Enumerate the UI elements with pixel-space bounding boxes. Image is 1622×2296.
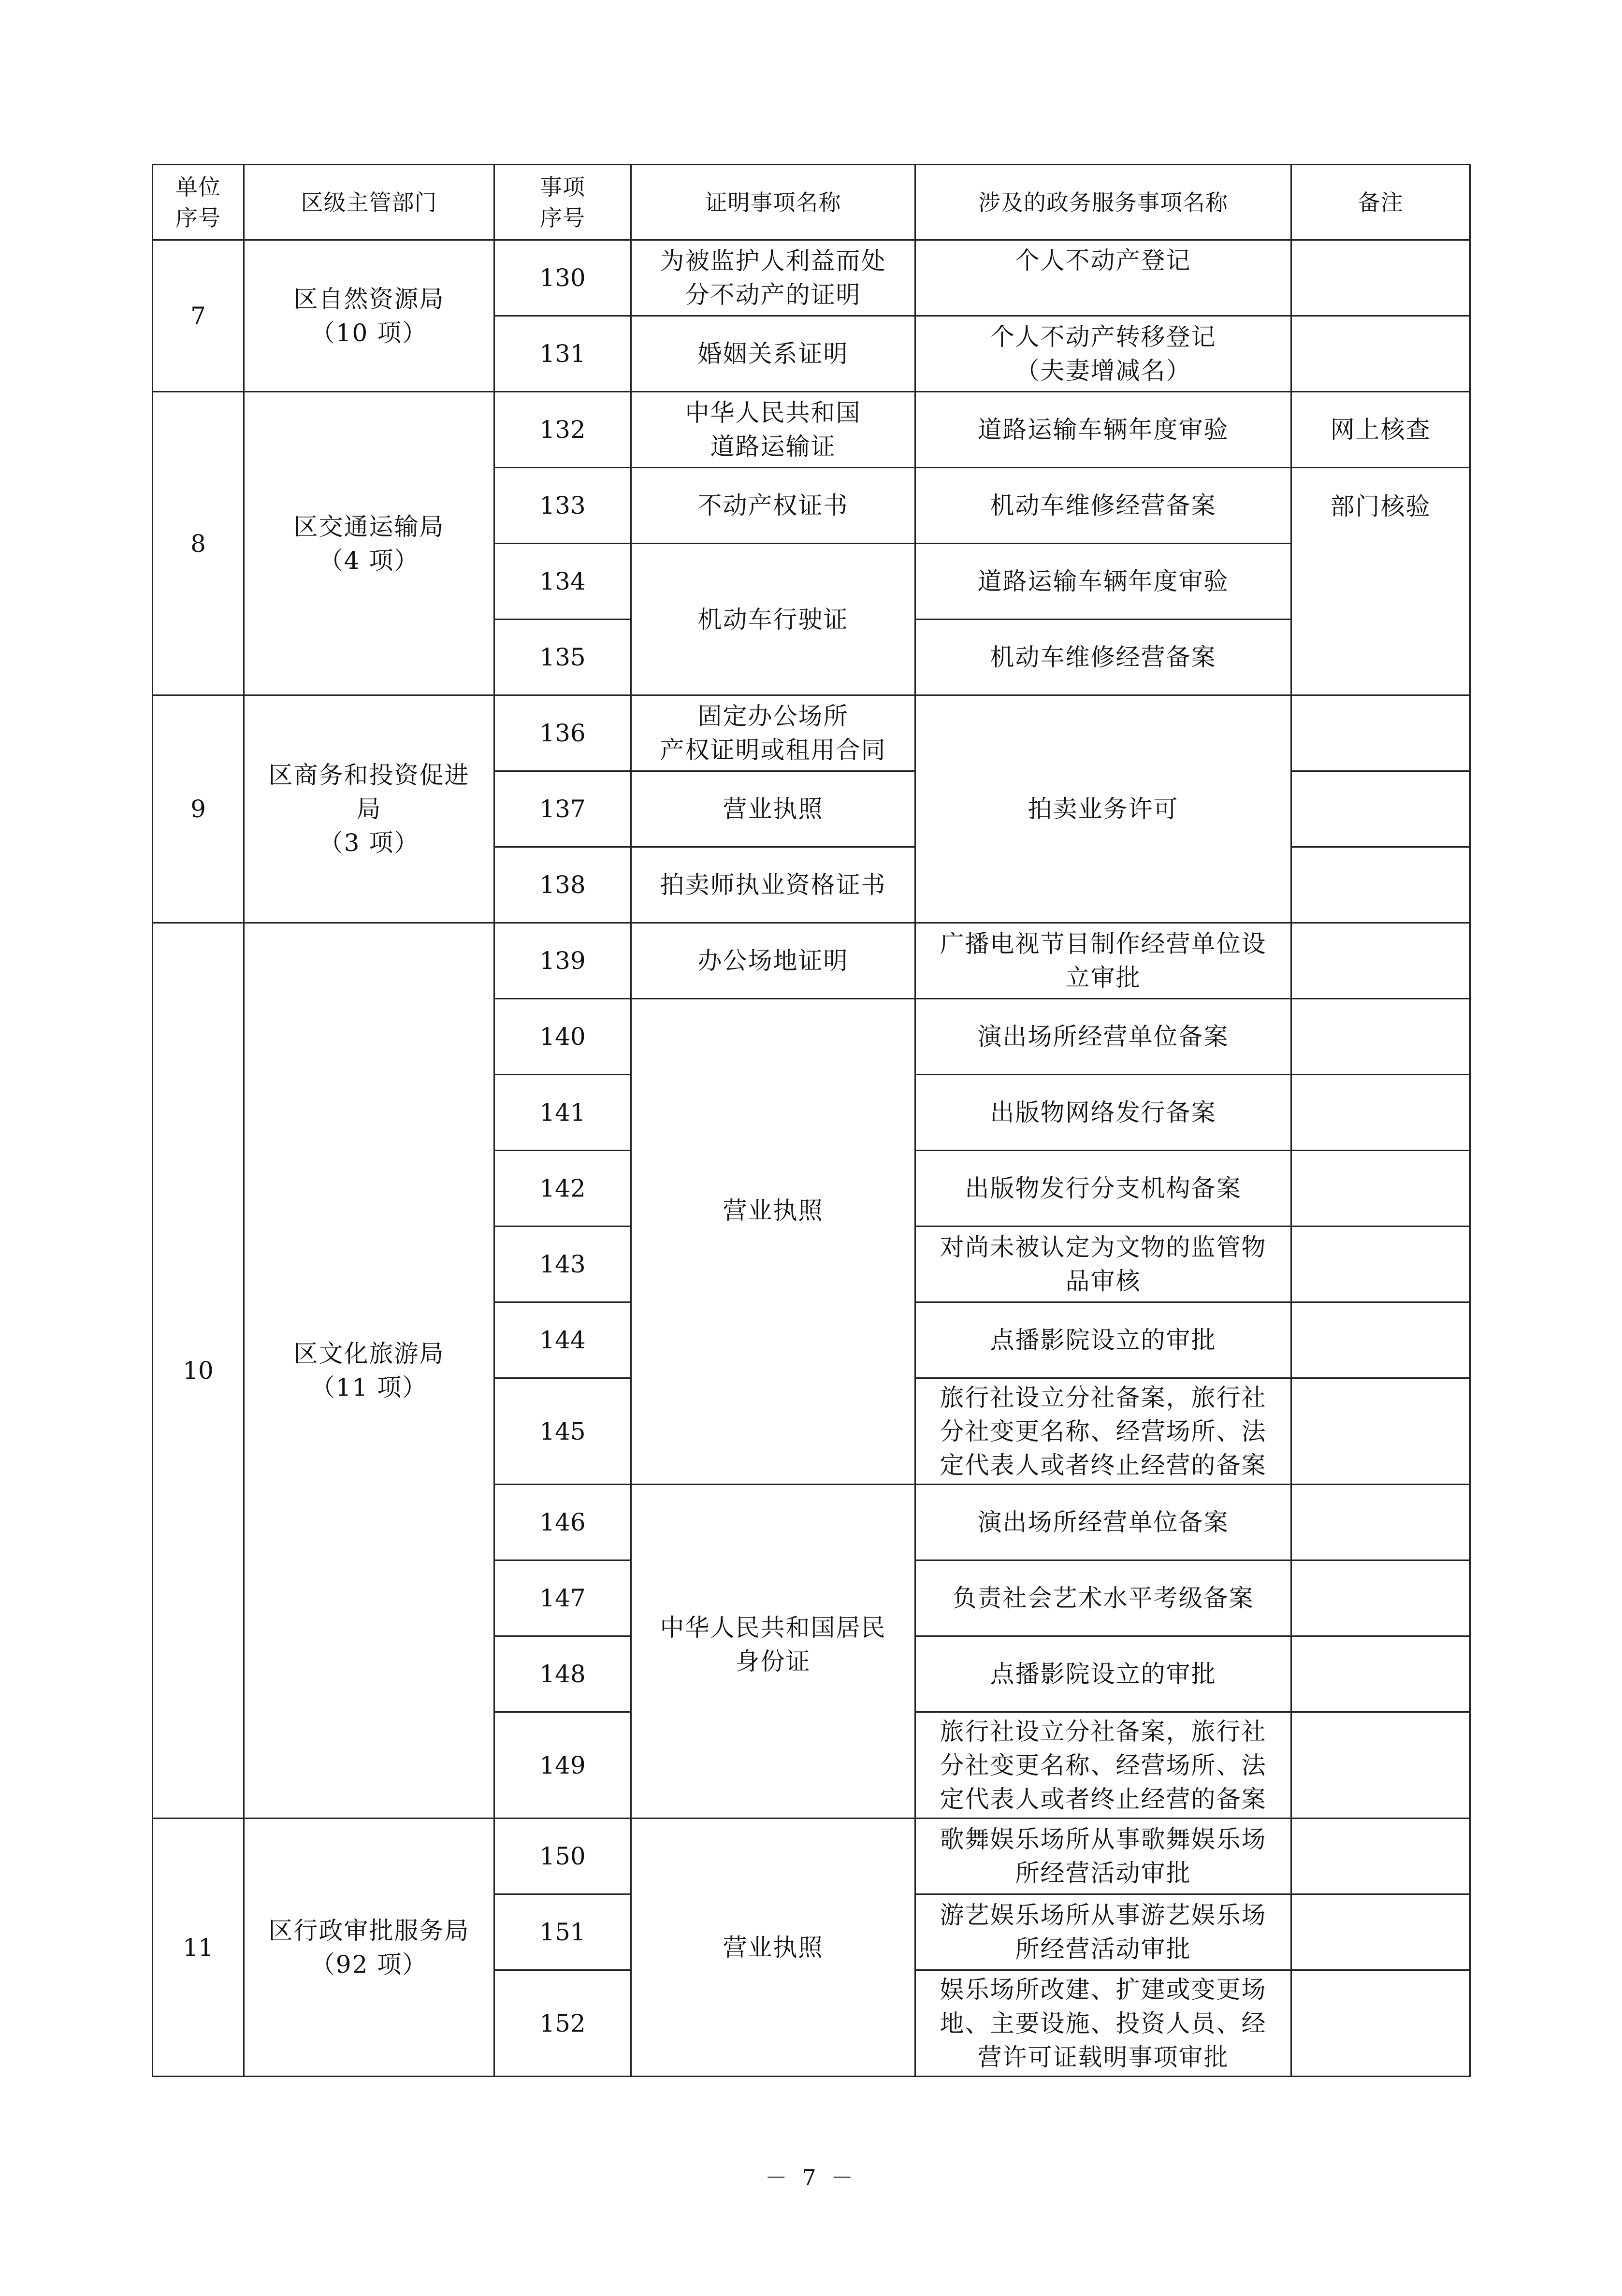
item-no: 141 (494, 1075, 631, 1151)
table-row (153, 695, 1470, 771)
service-name: 点播影院设立的审批 (915, 1636, 1291, 1712)
service-name: 演出场所经营单位备案 (915, 1485, 1291, 1560)
item-no: 143 (494, 1227, 631, 1302)
item-no: 133 (494, 468, 631, 544)
proof-name: 不动产权证书 (631, 468, 915, 544)
service-name: 广播电视节目制作经营单位设 立审批 (915, 923, 1291, 999)
service-name: 出版物发行分支机构备案 (915, 1151, 1291, 1227)
item-no: 144 (494, 1302, 631, 1378)
remark (1291, 771, 1470, 847)
header-department: 区级主管部门 (244, 165, 494, 240)
service-name: 道路运输车辆年度审验 (915, 392, 1291, 468)
item-no: 137 (494, 771, 631, 847)
remark (1291, 1227, 1470, 1302)
remark (1291, 1560, 1470, 1636)
remark (1291, 1970, 1470, 2077)
item-no: 150 (494, 1819, 631, 1894)
remark (1291, 240, 1470, 316)
department: 区自然资源局 （10 项） (244, 240, 494, 392)
department: 区交通运输局 （4 项） (244, 392, 494, 695)
header-service-name: 涉及的政务服务事项名称 (915, 165, 1291, 240)
proof-items-table (152, 164, 1471, 2077)
item-no: 146 (494, 1485, 631, 1560)
table-row (153, 240, 1470, 316)
proof-name: 机动车行驶证 (631, 544, 915, 695)
header-unit-no: 单位 序号 (153, 165, 244, 240)
service-name: 点播影院设立的审批 (915, 1302, 1291, 1378)
item-no: 145 (494, 1378, 631, 1485)
service-name: 机动车维修经营备案 (915, 620, 1291, 695)
service-name: 道路运输车辆年度审验 (915, 544, 1291, 620)
remark (1291, 1712, 1470, 1819)
remark (1291, 1378, 1470, 1485)
department: 区商务和投资促进 局 （3 项） (244, 695, 494, 923)
unit-no: 10 (153, 923, 244, 1819)
unit-no: 8 (153, 392, 244, 695)
proof-name: 为被监护人利益而处 分不动产的证明 (631, 240, 915, 316)
unit-no: 11 (153, 1819, 244, 2077)
service-name: 旅行社设立分社备案，旅行社 分社变更名称、经营场所、法 定代表人或者终止经营的备案 (915, 1378, 1291, 1485)
remark (1291, 1819, 1470, 1894)
service-name: 娱乐场所改建、扩建或变更场 地、主要设施、投资人员、经 营许可证载明事项审批 (915, 1970, 1291, 2077)
page-number: － 7 － (765, 2165, 857, 2191)
remark (1291, 1151, 1470, 1227)
service-name: 个人不动产登记 (915, 240, 1291, 316)
remark (1291, 1636, 1470, 1712)
remark (1291, 847, 1470, 923)
remark (1291, 695, 1470, 771)
remark (1291, 923, 1470, 999)
remark: 部门核验 (1291, 468, 1470, 695)
proof-name: 婚姻关系证明 (631, 316, 915, 392)
proof-name: 营业执照 (631, 999, 915, 1485)
proof-name: 拍卖师执业资格证书 (631, 847, 915, 923)
item-no: 134 (494, 544, 631, 620)
unit-no: 7 (153, 240, 244, 392)
service-name: 演出场所经营单位备案 (915, 999, 1291, 1075)
header-remark: 备注 (1291, 165, 1470, 240)
remark (1291, 1485, 1470, 1560)
header-proof-name: 证明事项名称 (631, 165, 915, 240)
table-row (153, 392, 1470, 468)
service-name: 负责社会艺术水平考级备案 (915, 1560, 1291, 1636)
remark (1291, 1894, 1470, 1970)
remark (1291, 999, 1470, 1075)
service-name: 拍卖业务许可 (915, 695, 1291, 923)
item-no: 151 (494, 1894, 631, 1970)
table-header-row (153, 165, 1470, 240)
item-no: 149 (494, 1712, 631, 1819)
item-no: 131 (494, 316, 631, 392)
item-no: 138 (494, 847, 631, 923)
remark (1291, 1302, 1470, 1378)
item-no: 139 (494, 923, 631, 999)
remark: 网上核查 (1291, 392, 1470, 468)
proof-name: 中华人民共和国居民 身份证 (631, 1485, 915, 1819)
proof-name: 营业执照 (631, 771, 915, 847)
proof-name: 营业执照 (631, 1819, 915, 2077)
service-name: 个人不动产转移登记 （夫妻增减名） (915, 316, 1291, 392)
proof-name: 固定办公场所 产权证明或租用合同 (631, 695, 915, 771)
item-no: 152 (494, 1970, 631, 2077)
item-no: 142 (494, 1151, 631, 1227)
department: 区文化旅游局 （11 项） (244, 923, 494, 1819)
item-no: 136 (494, 695, 631, 771)
item-no: 130 (494, 240, 631, 316)
item-no: 140 (494, 999, 631, 1075)
proof-name: 中华人民共和国 道路运输证 (631, 392, 915, 468)
item-no: 147 (494, 1560, 631, 1636)
service-name: 游艺娱乐场所从事游艺娱乐场 所经营活动审批 (915, 1894, 1291, 1970)
service-name: 机动车维修经营备案 (915, 468, 1291, 544)
service-name: 旅行社设立分社备案，旅行社 分社变更名称、经营场所、法 定代表人或者终止经营的备案 (915, 1712, 1291, 1819)
unit-no: 9 (153, 695, 244, 923)
table-row (153, 1819, 1470, 1894)
service-name: 出版物网络发行备案 (915, 1075, 1291, 1151)
header-item-no: 事项 序号 (494, 165, 631, 240)
item-no: 148 (494, 1636, 631, 1712)
table-row (153, 923, 1470, 999)
remark (1291, 316, 1470, 392)
item-no: 132 (494, 392, 631, 468)
proof-name: 办公场地证明 (631, 923, 915, 999)
remark (1291, 1075, 1470, 1151)
department: 区行政审批服务局 （92 项） (244, 1819, 494, 2077)
service-name: 歌舞娱乐场所从事歌舞娱乐场 所经营活动审批 (915, 1819, 1291, 1894)
item-no: 135 (494, 620, 631, 695)
service-name: 对尚未被认定为文物的监管物 品审核 (915, 1227, 1291, 1302)
